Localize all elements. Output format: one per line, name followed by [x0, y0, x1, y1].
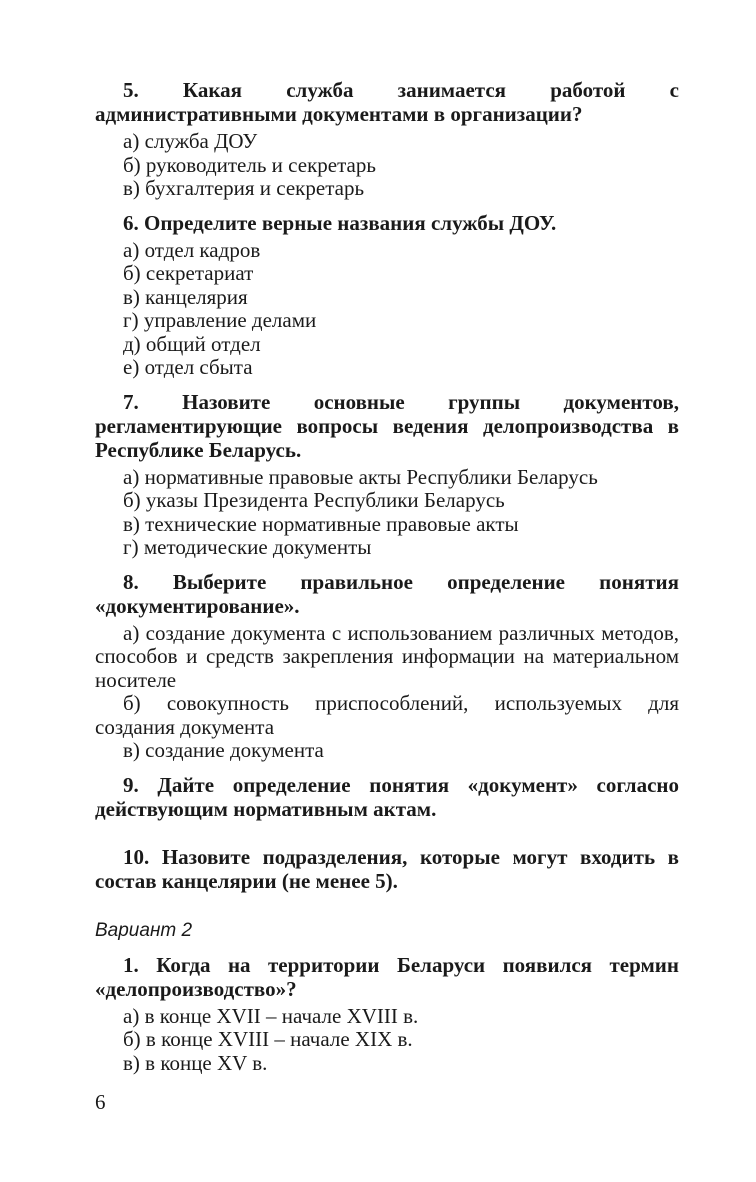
answer-option: е) отдел сбыта: [123, 355, 253, 379]
answer-option: б) секретариат: [123, 261, 254, 285]
page-number: 6: [95, 1090, 106, 1114]
answer-option: в) технические нормативные правовые акты: [123, 511, 519, 536]
spacer: [95, 831, 679, 845]
answer-option: г) методические документы: [123, 535, 372, 559]
question-title: 9. Дайте определение понятия «документ» согласно действующим нормативным актам.: [95, 772, 679, 821]
question-10: [95, 845, 679, 893]
question-9: [95, 773, 679, 821]
answer-option: а) нормативные правовые акты Республики Беларусь: [123, 464, 598, 489]
question-title: 7. Назовите основные группы документов, регламентирующие вопросы ведения делопроизводства в Республике Беларусь.: [95, 389, 679, 462]
answer-option: б) руководитель и секретарь: [123, 152, 376, 177]
question-7: [95, 390, 679, 560]
answer-option: в) бухгалтерия и секретарь: [123, 176, 365, 200]
answer-option: а) служба ДОУ: [123, 129, 258, 153]
document-page: [95, 78, 679, 1085]
answer-option: а) создание документа с использованием различных методов, способов и средств закрепления информации на материальном носителе: [95, 620, 679, 692]
answer-option: в) канцелярия: [123, 284, 248, 309]
question-title: 6. Определите верные названия службы ДОУ.: [123, 210, 557, 235]
answer-option: а) в конце XVII – начале XVIII в.: [123, 1003, 419, 1028]
variant2-question-1: [95, 953, 679, 1076]
question-5: [95, 78, 679, 201]
answer-option: б) в конце XVIII – начале XIX в.: [123, 1027, 413, 1051]
answer-option: в) в конце XV в.: [123, 1050, 268, 1075]
question-title: 8. Выберите правильное определение понятия «документирование».: [95, 569, 679, 618]
question-6: [95, 211, 679, 380]
answer-option: б) указы Президента Республики Беларусь: [123, 488, 505, 512]
answer-option: а) отдел кадров: [123, 237, 261, 262]
answer-option: б) совокупность приспособлений, используемых для создания документа: [95, 691, 679, 739]
question-8: [95, 570, 679, 763]
question-title: 5. Какая служба занимается работой с административными документами в организации?: [95, 78, 679, 126]
answer-option: г) управление делами: [123, 308, 317, 332]
variant-heading: Вариант 2: [95, 919, 193, 941]
answer-option: д) общий отдел: [123, 331, 261, 356]
answer-option: в) создание документа: [123, 738, 324, 762]
question-title: 1. Когда на территории Беларуси появился термин «делопроизводство»?: [95, 952, 679, 1001]
question-title: 10. Назовите подразделения, которые могут входить в состав канцелярии (не менее 5).: [95, 844, 679, 893]
